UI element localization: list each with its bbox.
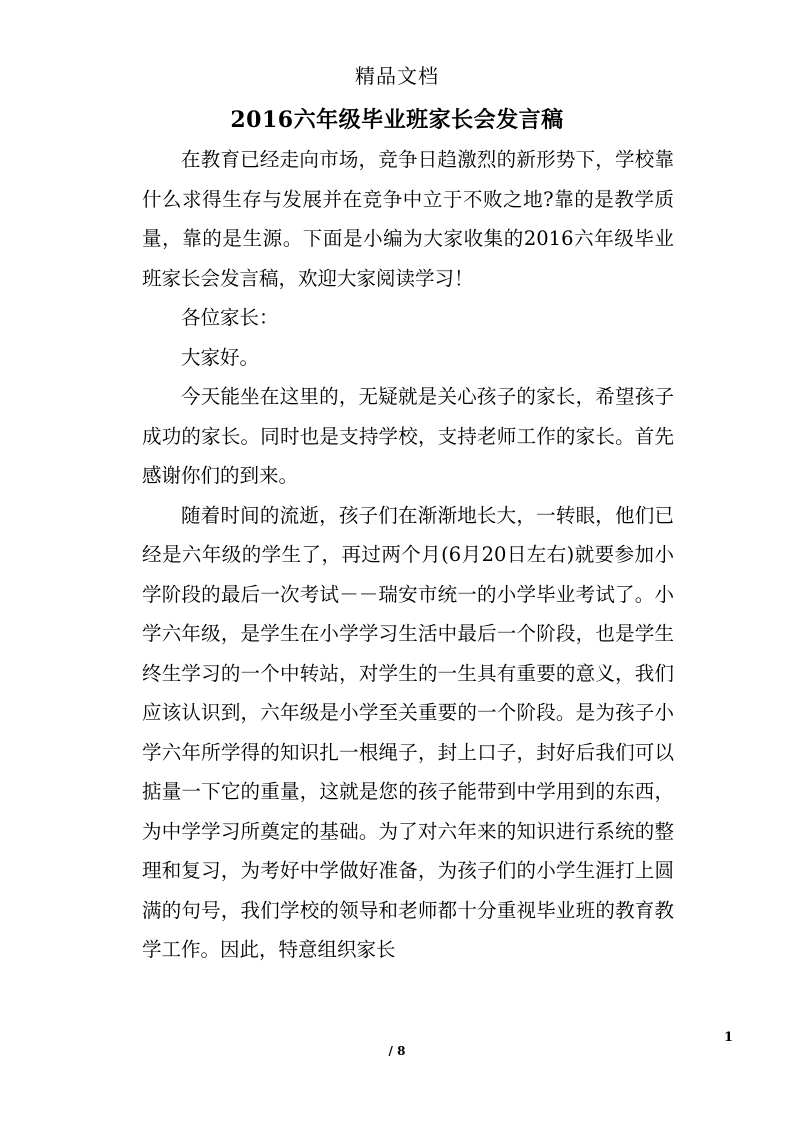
document-body bbox=[142, 140, 674, 970]
header-watermark: 精品文档 bbox=[355, 64, 439, 88]
greeting: 大家好。 bbox=[181, 345, 260, 369]
main-paragraph: 随着时间的流逝，孩子们在渐渐地长大，一转眼，他们已经是六年级的学生了，再过两个月(6月20日左右)就要参加小学阶段的最后一次考试－－瑞安市统一的小学毕业考试了。小学六年级，是学生在小学学习生活中最后一个阶段，也是学生终生学习的一个中转站，对学生的一生具有重要的意义，我们应该认识到，六年级是小学至关重要的一个阶段。是为孩子小学六年所学得的知识扎一根绳子，封上口子，封好后我们可以掂量一下它的重量，这就是您的孩子能带到中学用到的东西，为中学学习所奠定的基础。为了对六年来的知识进行系统的整理和复习，为考好中学做好准备，为孩子们的小学生涯打上圆满的句号，我们学校的领导和老师都十分重视毕业班的教育教学工作。因此，特意组织家长 bbox=[142, 503, 674, 961]
page-number: 1 bbox=[724, 1030, 734, 1045]
salutation: 各位家长： bbox=[181, 306, 279, 329]
page-total: / 8 bbox=[388, 1044, 406, 1058]
thanks-paragraph: 今天能坐在这里的，无疑就是关心孩子的家长，希望孩子成功的家长。同时也是支持学校，支持老师工作的家长。首先感谢你们的到来。 bbox=[142, 385, 674, 487]
document-title: 2016六年级毕业班家长会发言稿 bbox=[230, 107, 564, 133]
intro-paragraph: 在教育已经走向市场，竞争日趋激烈的新形势下，学校靠什么求得生存与发展并在竞争中立于不败之地?靠的是教学质量，靠的是生源。下面是小编为大家收集的2016六年级毕业班家长会发言稿，欢迎大家阅读学习！ bbox=[142, 148, 674, 290]
